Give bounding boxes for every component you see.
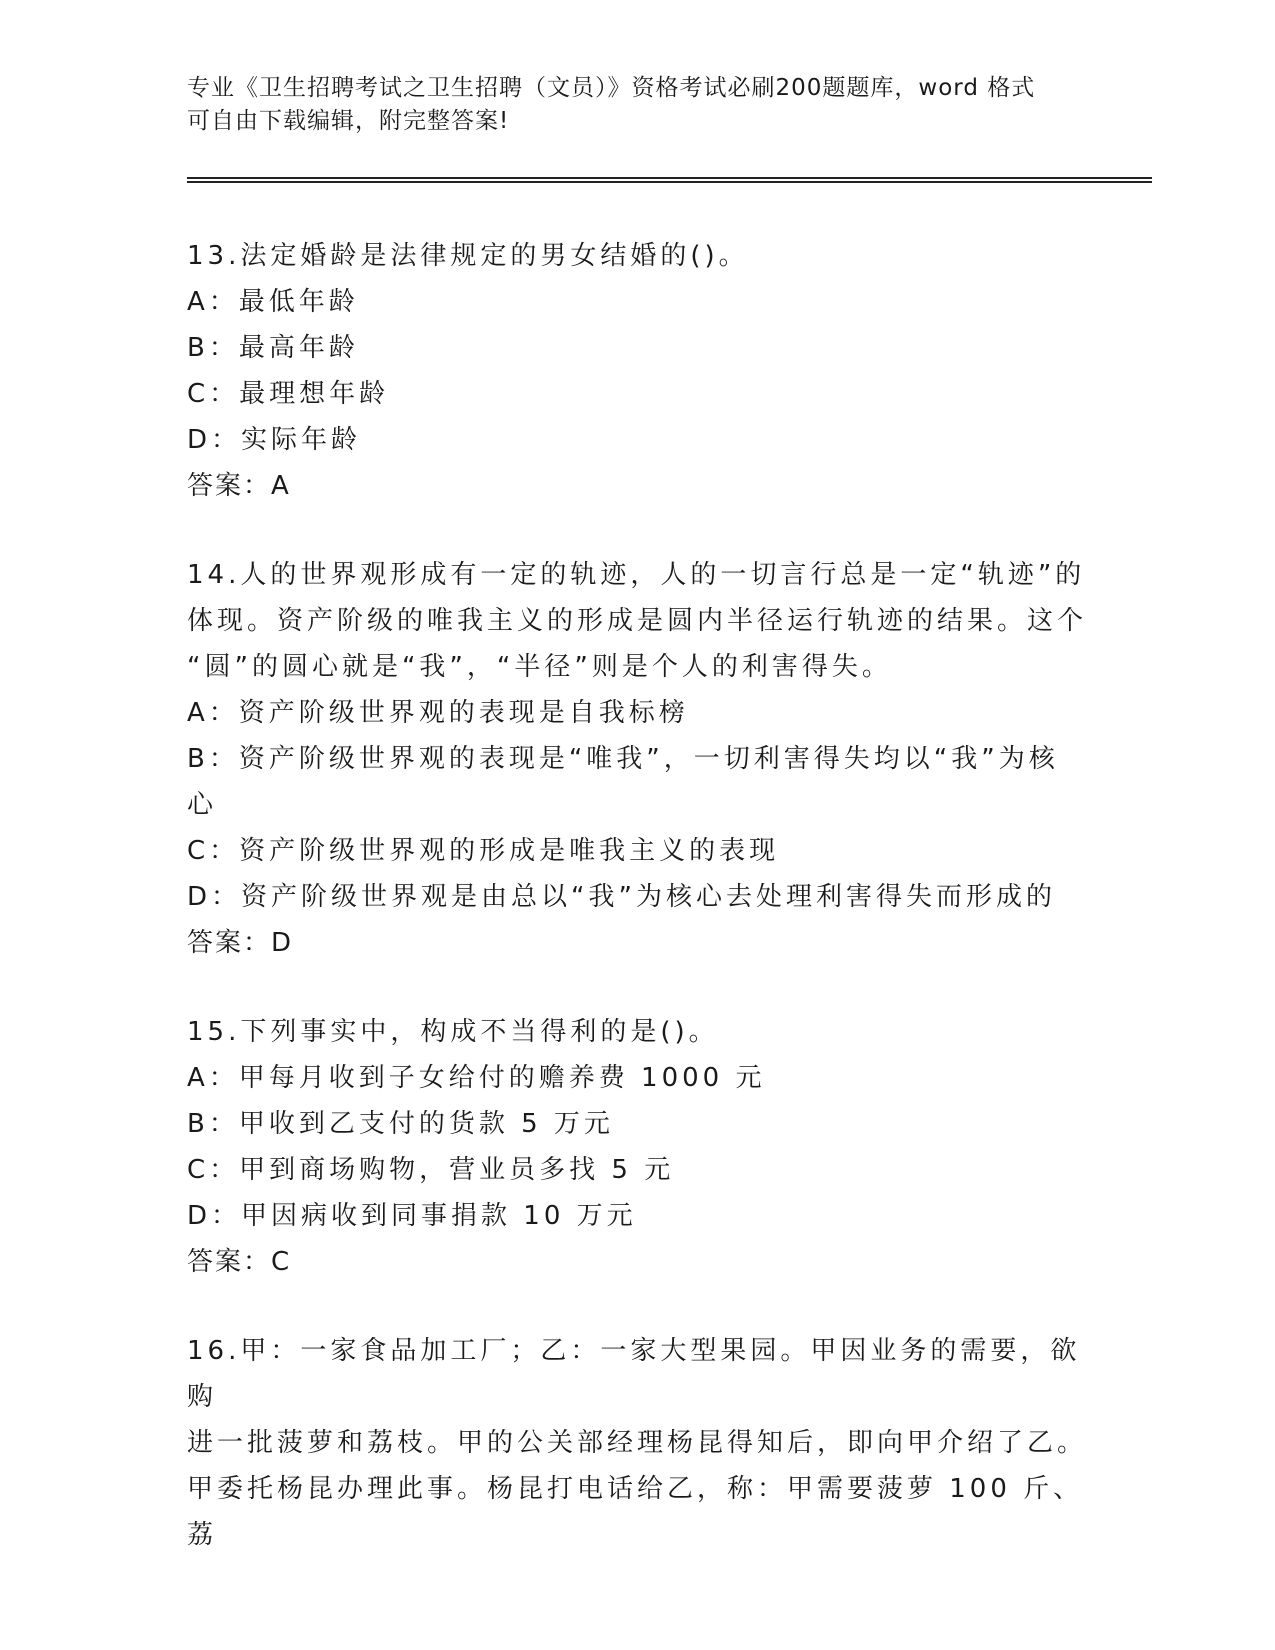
question-text: “圆”的圆心就是“我”，“半径”则是个人的利害得失。 (187, 652, 892, 682)
question-text: 进一批菠萝和荔枝。甲的公关部经理杨昆得知后，即向甲介绍了乙。 (187, 1428, 1088, 1458)
header-double-rule (187, 177, 1152, 183)
option-a: A：最低年龄 (187, 287, 359, 317)
question-15 (187, 1009, 1087, 1285)
option-a: A：资产阶级世界观的表现是自我标榜 (187, 698, 689, 728)
answer-line: 答案：C (187, 1247, 292, 1277)
option-a: A：甲每月收到子女给付的赡养费 1000 元 (187, 1063, 766, 1093)
page-header (187, 72, 1087, 138)
answer-line: 答案：A (187, 471, 291, 501)
question-13 (187, 233, 1087, 509)
option-d: D：资产阶级世界观是由总以“我”为核心去处理利害得失而形成的 (187, 882, 1056, 912)
question-text: 13.法定婚龄是法律规定的男女结婚的()。 (187, 241, 749, 271)
header-line-2: 可自由下载编辑，附完整答案! (187, 108, 510, 134)
option-b: B：资产阶级世界观的表现是“唯我”，一切利害得失均以“我”为核 (187, 744, 1059, 774)
option-b: B：最高年龄 (187, 333, 359, 363)
option-c: C：最理想年龄 (187, 379, 390, 409)
question-list (187, 233, 1087, 1601)
option-b-continued: 心 (187, 790, 218, 820)
option-c: C：资产阶级世界观的形成是唯我主义的表现 (187, 836, 780, 866)
option-d: D：实际年龄 (187, 425, 362, 455)
question-text: 16.甲：一家食品加工厂；乙：一家大型果园。甲因业务的需要，欲购 (187, 1336, 1081, 1412)
option-b: B：甲收到乙支付的货款 5 万元 (187, 1109, 614, 1139)
question-16 (187, 1328, 1087, 1558)
question-14 (187, 552, 1087, 966)
option-c: C：甲到商场购物，营业员多找 5 元 (187, 1155, 675, 1185)
question-text: 体现。资产阶级的唯我主义的形成是圆内半径运行轨迹的结果。这个 (187, 606, 1088, 636)
option-d: D：甲因病收到同事捐款 10 万元 (187, 1201, 637, 1231)
question-text: 15.下列事实中，构成不当得利的是()。 (187, 1017, 719, 1047)
question-text: 甲委托杨昆办理此事。杨昆打电话给乙，称：甲需要菠萝 100 斤、荔 (187, 1474, 1084, 1550)
header-line-1: 专业《卫生招聘考试之卫生招聘（文员）》资格考试必刷200题题库，word 格式 (187, 75, 1036, 101)
question-text: 14.人的世界观形成有一定的轨迹，人的一切言行总是一定“轨迹”的 (187, 560, 1086, 590)
answer-line: 答案：D (187, 928, 294, 958)
